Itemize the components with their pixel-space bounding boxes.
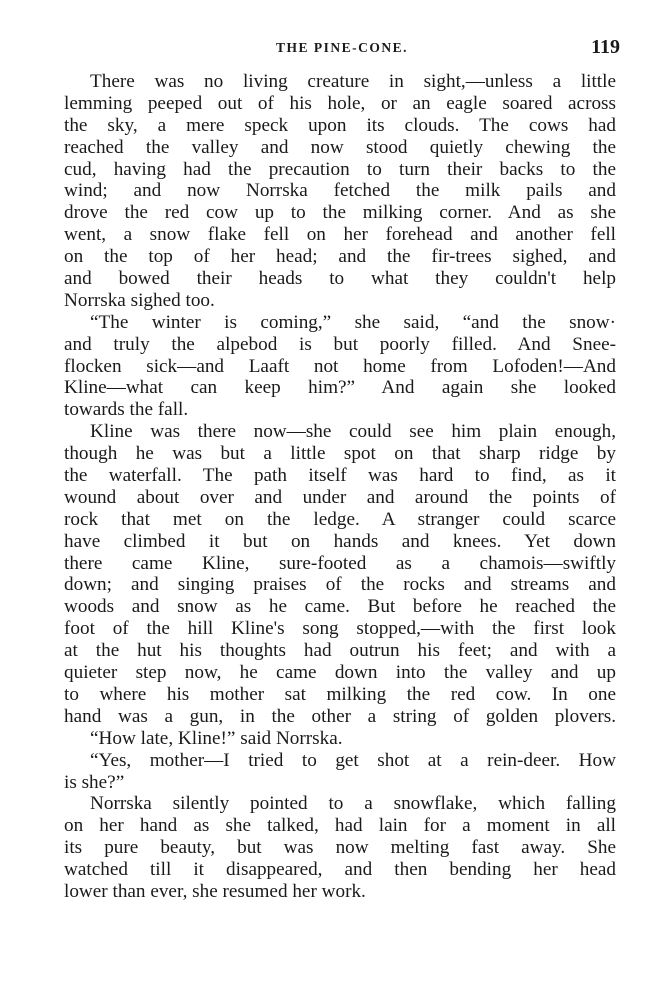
text-line: is she?” xyxy=(64,771,125,793)
text-line: “The winter is coming,” she said, “and the snow· xyxy=(90,311,616,333)
text-line: wind; and now Norrska fetched the milk pails and xyxy=(64,180,616,202)
text-line: down; and singing praises of the rocks and streams and xyxy=(64,574,616,596)
text-line: wound about over and under and around the points of xyxy=(64,486,616,508)
text-line: watched till it disappeared, and then bending her head xyxy=(64,859,616,881)
text-line: and bowed their heads to what they couldn't help xyxy=(64,268,616,290)
text-line: hand was a gun, in the other a string of golden plovers. xyxy=(64,705,616,727)
text-line: went, a snow flake fell on her forehead and another fell xyxy=(64,224,616,246)
text-line: Norrska sighed too. xyxy=(64,289,215,311)
text-line: though he was but a little spot on that sharp ridge by xyxy=(64,443,616,465)
running-head xyxy=(64,38,620,62)
running-title: THE PINE-CONE. xyxy=(275,40,408,55)
text-line: the sky, a mere speck upon its clouds. The cows had xyxy=(64,114,616,136)
text-line: lower than ever, she resumed her work. xyxy=(64,880,366,902)
text-line: “Yes, mother—I tried to get shot at a rein-deer. How xyxy=(90,749,616,771)
text-line: reached the valley and now stood quietly chewing the xyxy=(64,136,616,158)
page-number: 119 xyxy=(591,36,620,58)
text-line: There was no living creature in sight,—unless a little xyxy=(90,71,616,92)
text-line: drove the red cow up to the milking corner. And as she xyxy=(64,202,616,224)
text-line: Kline was there now—she could see him plain enough, xyxy=(90,421,616,443)
text-line: flocken sick—and Laaft not home from Lofoden!—And xyxy=(64,355,616,377)
text-line: its pure beauty, but was now melting fast away. She xyxy=(64,837,616,859)
text-line: Norrska silently pointed to a snowflake, which falling xyxy=(90,793,616,815)
text-line: at the hut his thoughts had outrun his feet; and with a xyxy=(64,640,616,662)
text-line: to where his mother sat milking the red cow. In one xyxy=(64,683,616,705)
text-line: cud, having had the precaution to turn their backs to the xyxy=(64,158,616,180)
text-line: have climbed it but on hands and knees. Yet down xyxy=(64,530,616,552)
text-line: towards the fall. xyxy=(64,399,189,421)
text-line: Kline—what can keep him?” And again she looked xyxy=(64,377,616,399)
text-line: the waterfall. The path itself was hard to find, as it xyxy=(64,465,616,487)
text-line: rock that met on the ledge. A stranger could scarce xyxy=(64,508,616,530)
text-line: on the top of her head; and the fir-trees sighed, and xyxy=(64,246,616,268)
text-line: foot of the hill Kline's song stopped,—with the first look xyxy=(64,618,616,640)
text-line: and truly the alpebod is but poorly filled. And Snee- xyxy=(64,333,616,355)
text-line: lemming peeped out of his hole, or an eagle soared across xyxy=(64,92,616,114)
body-text xyxy=(64,71,616,903)
text-line: quieter step now, he came down into the valley and up xyxy=(64,662,616,684)
text-line: woods and snow as he came. But before he reached the xyxy=(64,596,616,618)
text-line: there came Kline, sure-footed as a chamois—swiftly xyxy=(64,552,616,574)
text-line: “How late, Kline!” said Norrska. xyxy=(90,727,343,749)
text-line: on her hand as she talked, had lain for a moment in all xyxy=(64,815,616,837)
